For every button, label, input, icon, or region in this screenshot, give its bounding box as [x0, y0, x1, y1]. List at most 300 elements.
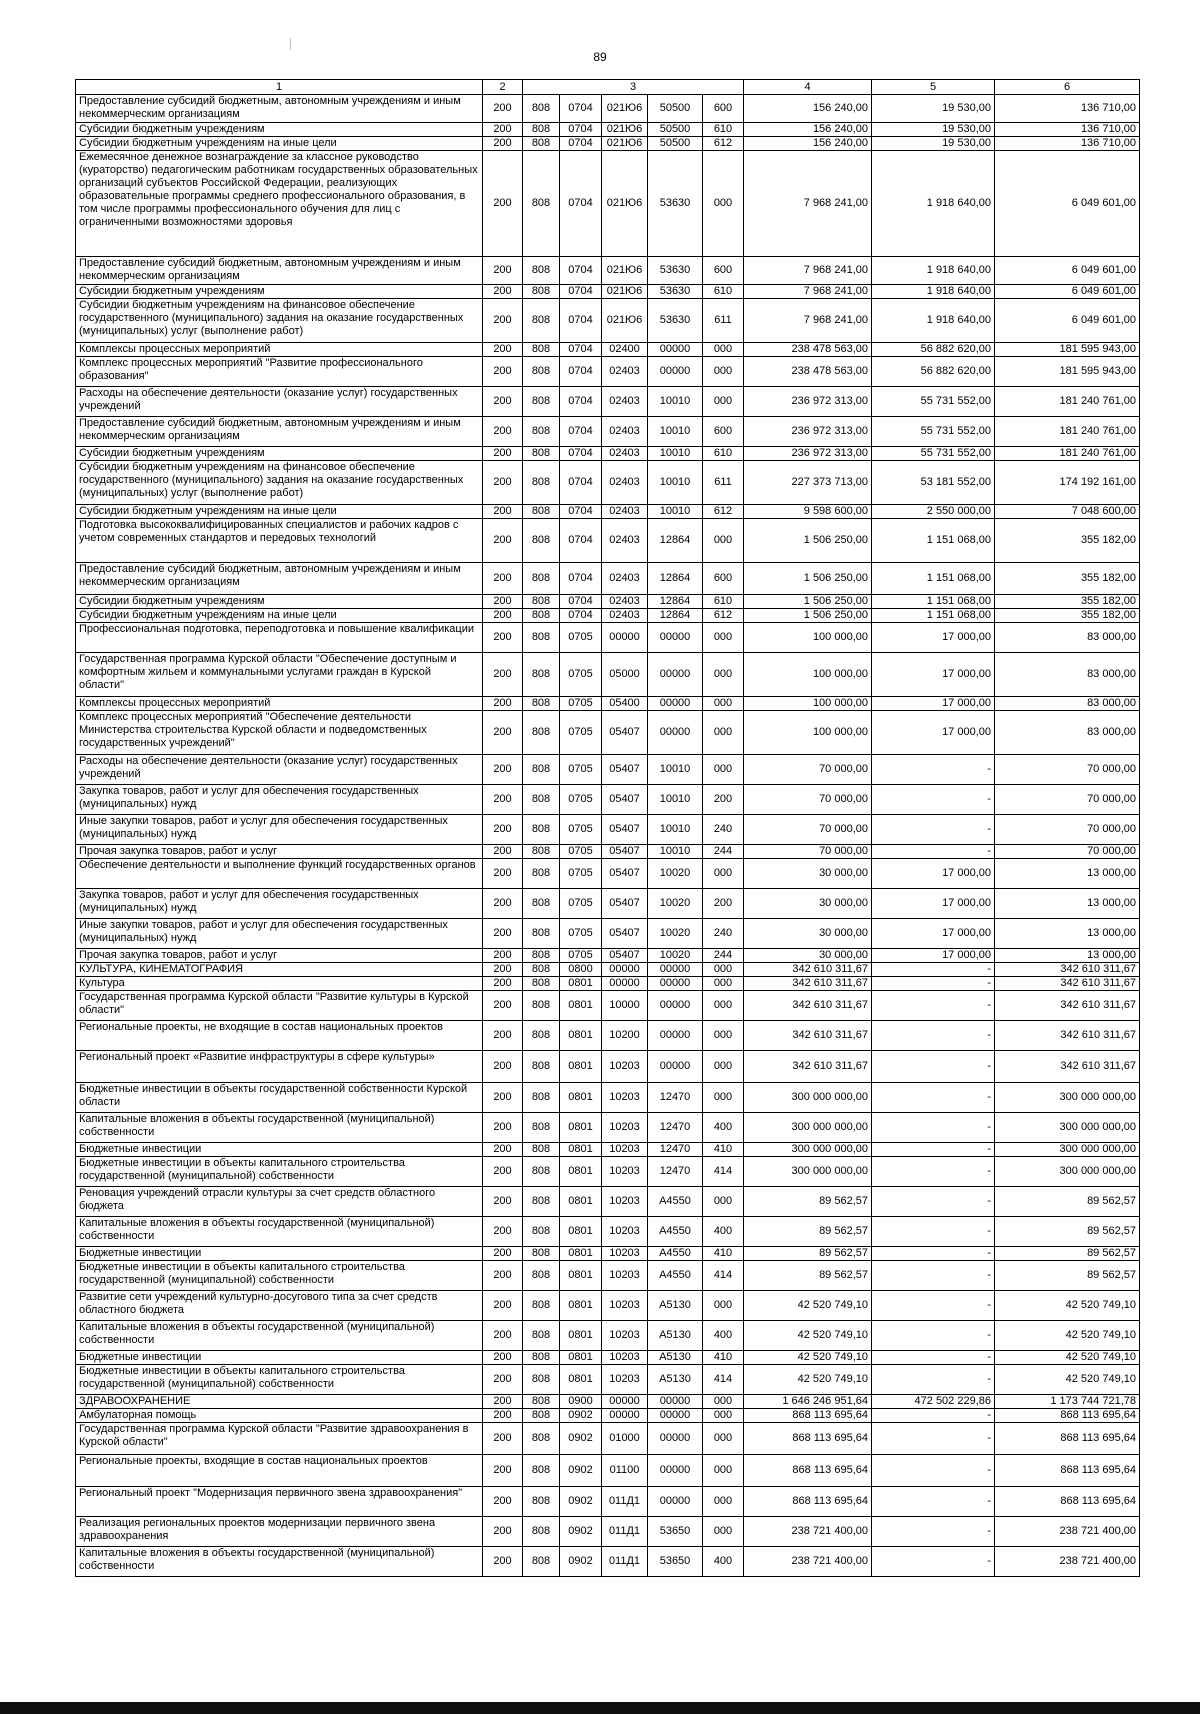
row-program-code: 10200: [602, 1021, 648, 1051]
row-ministry-code: 808: [523, 697, 560, 711]
table-row: [76, 1247, 1140, 1261]
row-name-cell: Культура: [76, 977, 483, 991]
row-ministry-code: 808: [523, 447, 560, 461]
row-name-cell: Субсидии бюджетным учреждениям: [76, 595, 483, 609]
table-row: [76, 357, 1140, 387]
row-section-code: 0704: [560, 519, 602, 563]
row-name-cell: Комплексы процессных мероприятий: [76, 697, 483, 711]
row-direction-code: 10020: [648, 919, 703, 949]
row-ministry-code: 808: [523, 609, 560, 623]
row-program-code: 02403: [602, 609, 648, 623]
row-expense-type-code: 244: [703, 845, 744, 859]
row-direction-code: 10020: [648, 949, 703, 963]
row-program-code: 10203: [602, 1187, 648, 1217]
row-program-code: 02403: [602, 417, 648, 447]
row-ministry-code: 808: [523, 1395, 560, 1409]
row-value-total: 100 000,00: [744, 711, 872, 755]
row-name-cell: Государственная программа Курской области "Развитие здравоохранения в Курской области": [76, 1423, 483, 1455]
row-expense-type-code: 000: [703, 963, 744, 977]
row-value-total: 42 520 749,10: [744, 1321, 872, 1351]
header-col-6: 6: [995, 80, 1140, 95]
row-name-cell: Развитие сети учреждений культурно-досугового типа за счет средств областного бюджета: [76, 1291, 483, 1321]
row-ministry-code: 808: [523, 1143, 560, 1157]
row-program-code: 10203: [602, 1321, 648, 1351]
row-expense-type-code: 610: [703, 123, 744, 137]
row-value-col5: 19 530,00: [872, 137, 995, 151]
row-value-total: 300 000 000,00: [744, 1083, 872, 1113]
row-ministry-code: 808: [523, 299, 560, 343]
row-code-cell: 200: [483, 949, 523, 963]
row-section-code: 0704: [560, 357, 602, 387]
row-code-cell: 200: [483, 711, 523, 755]
row-value-total: 238 478 563,00: [744, 343, 872, 357]
row-value-total: 342 610 311,67: [744, 977, 872, 991]
row-code-cell: 200: [483, 151, 523, 257]
row-name-cell: Реализация региональных проектов модернизации первичного звена здравоохранения: [76, 1517, 483, 1547]
row-name-cell: Иные закупки товаров, работ и услуг для обеспечения государственных (муниципальных) нужд: [76, 815, 483, 845]
row-value-total: 300 000 000,00: [744, 1157, 872, 1187]
table-row: [76, 697, 1140, 711]
row-value-col6: 300 000 000,00: [995, 1143, 1140, 1157]
row-value-col6: 83 000,00: [995, 653, 1140, 697]
row-direction-code: 00000: [648, 991, 703, 1021]
row-ministry-code: 808: [523, 1423, 560, 1455]
row-section-code: 0704: [560, 417, 602, 447]
row-section-code: 0704: [560, 257, 602, 285]
row-value-col6: 181 240 761,00: [995, 417, 1140, 447]
row-value-col6: 42 520 749,10: [995, 1321, 1140, 1351]
row-value-total: 868 113 695,64: [744, 1487, 872, 1517]
row-name-cell: Профессиональная подготовка, переподготовка и повышение квалификации: [76, 623, 483, 653]
row-expense-type-code: 000: [703, 1517, 744, 1547]
header-col-5: 5: [872, 80, 995, 95]
row-program-code: 021Ю6: [602, 299, 648, 343]
row-section-code: 0705: [560, 697, 602, 711]
table-row: [76, 1157, 1140, 1187]
row-name-cell: Капитальные вложения в объекты государственной (муниципальной) собственности: [76, 1113, 483, 1143]
row-program-code: 02403: [602, 447, 648, 461]
row-name-cell: Закупка товаров, работ и услуг для обеспечения государственных (муниципальных) нужд: [76, 889, 483, 919]
row-value-col5: 1 918 640,00: [872, 299, 995, 343]
row-value-col5: -: [872, 1455, 995, 1487]
row-value-total: 7 968 241,00: [744, 257, 872, 285]
row-name-cell: Предоставление субсидий бюджетным, автономным учреждениям и иным некоммерческим организациям: [76, 563, 483, 595]
row-direction-code: 10010: [648, 505, 703, 519]
row-expense-type-code: 611: [703, 461, 744, 505]
row-value-total: 42 520 749,10: [744, 1291, 872, 1321]
table-row: [76, 963, 1140, 977]
row-value-col5: -: [872, 785, 995, 815]
row-ministry-code: 808: [523, 343, 560, 357]
row-ministry-code: 808: [523, 257, 560, 285]
row-name-cell: КУЛЬТУРА, КИНЕМАТОГРАФИЯ: [76, 963, 483, 977]
row-value-col6: 42 520 749,10: [995, 1291, 1140, 1321]
row-section-code: 0801: [560, 1217, 602, 1247]
scan-mark: [290, 38, 291, 50]
row-code-cell: 200: [483, 1291, 523, 1321]
row-value-col6: 83 000,00: [995, 711, 1140, 755]
row-program-code: 02403: [602, 595, 648, 609]
row-section-code: 0705: [560, 919, 602, 949]
row-name-cell: Субсидии бюджетным учреждениям на иные цели: [76, 609, 483, 623]
row-direction-code: 12470: [648, 1083, 703, 1113]
row-direction-code: 00000: [648, 1409, 703, 1423]
row-ministry-code: 808: [523, 387, 560, 417]
row-value-total: 7 968 241,00: [744, 299, 872, 343]
row-value-col6: 70 000,00: [995, 785, 1140, 815]
row-direction-code: 12470: [648, 1157, 703, 1187]
table-row: [76, 1517, 1140, 1547]
row-value-total: 1 506 250,00: [744, 595, 872, 609]
row-ministry-code: 808: [523, 357, 560, 387]
row-expense-type-code: 000: [703, 1409, 744, 1423]
row-code-cell: 200: [483, 447, 523, 461]
row-name-cell: Региональные проекты, входящие в состав национальных проектов: [76, 1455, 483, 1487]
table-row: [76, 257, 1140, 285]
row-code-cell: 200: [483, 137, 523, 151]
row-expense-type-code: 410: [703, 1143, 744, 1157]
table-row: [76, 815, 1140, 845]
row-direction-code: 12470: [648, 1143, 703, 1157]
table-row: [76, 859, 1140, 889]
row-expense-type-code: 200: [703, 889, 744, 919]
row-value-col5: -: [872, 1423, 995, 1455]
row-value-col6: 6 049 601,00: [995, 299, 1140, 343]
table-row: [76, 949, 1140, 963]
row-section-code: 0704: [560, 609, 602, 623]
row-code-cell: 200: [483, 623, 523, 653]
row-value-col6: 89 562,57: [995, 1247, 1140, 1261]
table-row: [76, 1487, 1140, 1517]
row-value-col5: 1 918 640,00: [872, 151, 995, 257]
row-value-col6: 355 182,00: [995, 519, 1140, 563]
row-ministry-code: 808: [523, 919, 560, 949]
row-value-total: 9 598 600,00: [744, 505, 872, 519]
row-code-cell: 200: [483, 1157, 523, 1187]
row-section-code: 0705: [560, 623, 602, 653]
row-value-col6: 342 610 311,67: [995, 991, 1140, 1021]
row-value-col5: -: [872, 1261, 995, 1291]
row-code-cell: 200: [483, 859, 523, 889]
row-direction-code: 12864: [648, 595, 703, 609]
row-value-total: 89 562,57: [744, 1247, 872, 1261]
row-direction-code: 50500: [648, 95, 703, 123]
row-expense-type-code: 400: [703, 1547, 744, 1577]
table-row: [76, 1547, 1140, 1577]
row-name-cell: Иные закупки товаров, работ и услуг для обеспечения государственных (муниципальных) нужд: [76, 919, 483, 949]
row-value-col6: 70 000,00: [995, 845, 1140, 859]
row-program-code: 01100: [602, 1455, 648, 1487]
row-value-total: 30 000,00: [744, 889, 872, 919]
row-value-col6: 355 182,00: [995, 609, 1140, 623]
row-expense-type-code: 000: [703, 1395, 744, 1409]
row-code-cell: 200: [483, 387, 523, 417]
row-value-col6: 83 000,00: [995, 623, 1140, 653]
row-value-col6: 868 113 695,64: [995, 1487, 1140, 1517]
row-code-cell: 200: [483, 889, 523, 919]
row-section-code: 0704: [560, 505, 602, 519]
row-ministry-code: 808: [523, 1157, 560, 1187]
row-direction-code: 53630: [648, 299, 703, 343]
row-direction-code: 12864: [648, 519, 703, 563]
row-code-cell: 200: [483, 1217, 523, 1247]
row-ministry-code: 808: [523, 123, 560, 137]
row-value-col6: 342 610 311,67: [995, 1021, 1140, 1051]
row-value-col5: -: [872, 1291, 995, 1321]
row-code-cell: 200: [483, 95, 523, 123]
row-program-code: 10203: [602, 1351, 648, 1365]
row-code-cell: 200: [483, 845, 523, 859]
row-ministry-code: 808: [523, 1487, 560, 1517]
row-direction-code: 53630: [648, 257, 703, 285]
row-program-code: 10203: [602, 1157, 648, 1187]
header-col-2: 2: [483, 80, 523, 95]
row-name-cell: Субсидии бюджетным учреждениям: [76, 285, 483, 299]
row-ministry-code: 808: [523, 889, 560, 919]
row-ministry-code: 808: [523, 815, 560, 845]
row-section-code: 0705: [560, 859, 602, 889]
table-row: [76, 623, 1140, 653]
row-program-code: 021Ю6: [602, 257, 648, 285]
row-program-code: 05407: [602, 889, 648, 919]
row-section-code: 0801: [560, 991, 602, 1021]
row-value-total: 100 000,00: [744, 653, 872, 697]
row-program-code: 01000: [602, 1423, 648, 1455]
row-expense-type-code: 600: [703, 95, 744, 123]
row-code-cell: 200: [483, 697, 523, 711]
page-number: 89: [593, 50, 607, 64]
row-name-cell: Расходы на обеспечение деятельности (оказание услуг) государственных учреждений: [76, 387, 483, 417]
row-expense-type-code: 000: [703, 697, 744, 711]
table-row: [76, 1143, 1140, 1157]
row-expense-type-code: 414: [703, 1365, 744, 1395]
row-section-code: 0705: [560, 755, 602, 785]
row-direction-code: 00000: [648, 711, 703, 755]
header-col-1: 1: [76, 80, 483, 95]
row-name-cell: Капитальные вложения в объекты государственной (муниципальной) собственности: [76, 1321, 483, 1351]
row-ministry-code: 808: [523, 991, 560, 1021]
row-program-code: 05407: [602, 755, 648, 785]
row-code-cell: 200: [483, 1143, 523, 1157]
row-value-col6: 174 192 161,00: [995, 461, 1140, 505]
table-row: [76, 95, 1140, 123]
row-value-col5: -: [872, 991, 995, 1021]
row-value-col5: -: [872, 1351, 995, 1365]
row-code-cell: 200: [483, 1517, 523, 1547]
row-direction-code: A5130: [648, 1321, 703, 1351]
row-expense-type-code: 400: [703, 1321, 744, 1351]
row-ministry-code: 808: [523, 963, 560, 977]
table-row: [76, 755, 1140, 785]
row-name-cell: Комплекс процессных мероприятий "Обеспечение деятельности Министерства строительства Курской области и подведомственных государственных учреждений": [76, 711, 483, 755]
row-value-col5: -: [872, 1187, 995, 1217]
row-name-cell: Субсидии бюджетным учреждениям: [76, 123, 483, 137]
row-section-code: 0801: [560, 1321, 602, 1351]
row-code-cell: 200: [483, 1395, 523, 1409]
row-expense-type-code: 400: [703, 1217, 744, 1247]
table-row: [76, 845, 1140, 859]
row-ministry-code: 808: [523, 1051, 560, 1083]
row-direction-code: 12864: [648, 609, 703, 623]
row-section-code: 0801: [560, 1157, 602, 1187]
row-section-code: 0801: [560, 1291, 602, 1321]
row-direction-code: 00000: [648, 1455, 703, 1487]
table-row: [76, 417, 1140, 447]
row-ministry-code: 808: [523, 137, 560, 151]
row-ministry-code: 808: [523, 563, 560, 595]
row-section-code: 0705: [560, 711, 602, 755]
table-body: [76, 95, 1140, 1577]
row-expense-type-code: 000: [703, 711, 744, 755]
row-code-cell: 200: [483, 919, 523, 949]
row-value-col5: -: [872, 1321, 995, 1351]
row-value-col5: 19 530,00: [872, 95, 995, 123]
header-col-4: 4: [744, 80, 872, 95]
table-row: [76, 1261, 1140, 1291]
row-ministry-code: 808: [523, 417, 560, 447]
row-expense-type-code: 600: [703, 417, 744, 447]
table-row: [76, 519, 1140, 563]
row-code-cell: 200: [483, 1247, 523, 1261]
row-expense-type-code: 000: [703, 1455, 744, 1487]
table-row: [76, 1351, 1140, 1365]
row-program-code: 10203: [602, 1247, 648, 1261]
row-expense-type-code: 000: [703, 1051, 744, 1083]
row-section-code: 0704: [560, 151, 602, 257]
table-row: [76, 461, 1140, 505]
row-value-col5: -: [872, 1083, 995, 1113]
row-direction-code: 00000: [648, 697, 703, 711]
row-expense-type-code: 000: [703, 357, 744, 387]
row-value-col5: 17 000,00: [872, 919, 995, 949]
row-ministry-code: 808: [523, 977, 560, 991]
row-code-cell: 200: [483, 991, 523, 1021]
row-code-cell: 200: [483, 815, 523, 845]
budget-table-container: [75, 79, 1139, 1577]
row-section-code: 0705: [560, 815, 602, 845]
row-code-cell: 200: [483, 1021, 523, 1051]
row-section-code: 0902: [560, 1547, 602, 1577]
row-value-col5: 472 502 229,86: [872, 1395, 995, 1409]
row-value-col5: -: [872, 1051, 995, 1083]
row-code-cell: 200: [483, 1083, 523, 1113]
row-expense-type-code: 244: [703, 949, 744, 963]
row-value-total: 227 373 713,00: [744, 461, 872, 505]
table-row: [76, 1291, 1140, 1321]
row-value-col5: 17 000,00: [872, 623, 995, 653]
row-ministry-code: 808: [523, 461, 560, 505]
row-expense-type-code: 611: [703, 299, 744, 343]
row-name-cell: Капитальные вложения в объекты государственной (муниципальной) собственности: [76, 1217, 483, 1247]
row-direction-code: 00000: [648, 357, 703, 387]
row-ministry-code: 808: [523, 519, 560, 563]
row-value-total: 1 506 250,00: [744, 609, 872, 623]
row-value-total: 30 000,00: [744, 949, 872, 963]
row-value-col5: 55 731 552,00: [872, 387, 995, 417]
row-name-cell: Бюджетные инвестиции в объекты капитального строительства государственной (муниципальной) собственности: [76, 1157, 483, 1187]
row-direction-code: 10010: [648, 755, 703, 785]
row-program-code: 02403: [602, 461, 648, 505]
row-code-cell: 200: [483, 609, 523, 623]
table-row: [76, 1217, 1140, 1247]
row-expense-type-code: 000: [703, 977, 744, 991]
row-value-col6: 136 710,00: [995, 95, 1140, 123]
row-expense-type-code: 000: [703, 1291, 744, 1321]
row-ministry-code: 808: [523, 1021, 560, 1051]
row-expense-type-code: 000: [703, 387, 744, 417]
row-program-code: 05407: [602, 845, 648, 859]
row-value-col6: 342 610 311,67: [995, 977, 1140, 991]
row-direction-code: 10020: [648, 859, 703, 889]
row-name-cell: ЗДРАВООХРАНЕНИЕ: [76, 1395, 483, 1409]
row-name-cell: Бюджетные инвестиции: [76, 1351, 483, 1365]
row-expense-type-code: 000: [703, 519, 744, 563]
row-program-code: 10203: [602, 1291, 648, 1321]
row-direction-code: 00000: [648, 1423, 703, 1455]
table-row: [76, 1187, 1140, 1217]
row-ministry-code: 808: [523, 949, 560, 963]
table-row: [76, 1021, 1140, 1051]
row-ministry-code: 808: [523, 1351, 560, 1365]
row-section-code: 0705: [560, 949, 602, 963]
row-value-col5: 17 000,00: [872, 889, 995, 919]
row-section-code: 0900: [560, 1395, 602, 1409]
row-value-col6: 89 562,57: [995, 1261, 1140, 1291]
row-value-col6: 342 610 311,67: [995, 963, 1140, 977]
row-name-cell: Предоставление субсидий бюджетным, автономным учреждениям и иным некоммерческим организациям: [76, 95, 483, 123]
table-row: [76, 1321, 1140, 1351]
row-program-code: 05407: [602, 859, 648, 889]
row-code-cell: 200: [483, 1409, 523, 1423]
row-expense-type-code: 610: [703, 595, 744, 609]
row-code-cell: 200: [483, 595, 523, 609]
row-code-cell: 200: [483, 123, 523, 137]
row-expense-type-code: 610: [703, 447, 744, 461]
row-direction-code: A5130: [648, 1365, 703, 1395]
row-value-col5: -: [872, 815, 995, 845]
row-program-code: 10203: [602, 1113, 648, 1143]
row-name-cell: Ежемесячное денежное вознаграждение за классное руководство (кураторство) педагогическим работникам государственных образовательных организаций субъектов Российской Федерации, реализующих образовательные программы среднего профессионального образования, в том числе программы профессионального обучения для лиц с ограниченными возможностями здоровья: [76, 151, 483, 257]
row-direction-code: A4550: [648, 1187, 703, 1217]
row-name-cell: Субсидии бюджетным учреждениям на иные цели: [76, 137, 483, 151]
row-program-code: 00000: [602, 977, 648, 991]
row-expense-type-code: 414: [703, 1261, 744, 1291]
row-expense-type-code: 600: [703, 563, 744, 595]
row-section-code: 0704: [560, 595, 602, 609]
row-value-total: 42 520 749,10: [744, 1351, 872, 1365]
row-value-total: 89 562,57: [744, 1217, 872, 1247]
row-code-cell: 200: [483, 963, 523, 977]
row-value-col6: 238 721 400,00: [995, 1547, 1140, 1577]
row-ministry-code: 808: [523, 95, 560, 123]
row-section-code: 0902: [560, 1517, 602, 1547]
row-program-code: 10203: [602, 1261, 648, 1291]
row-section-code: 0801: [560, 1143, 602, 1157]
row-expense-type-code: 000: [703, 1021, 744, 1051]
row-value-col5: 56 882 620,00: [872, 357, 995, 387]
row-ministry-code: 808: [523, 755, 560, 785]
row-direction-code: 10010: [648, 417, 703, 447]
row-ministry-code: 808: [523, 1217, 560, 1247]
row-program-code: 05407: [602, 949, 648, 963]
row-expense-type-code: 000: [703, 1187, 744, 1217]
row-section-code: 0704: [560, 299, 602, 343]
row-ministry-code: 808: [523, 1247, 560, 1261]
row-value-col5: -: [872, 1157, 995, 1187]
row-direction-code: 53650: [648, 1547, 703, 1577]
row-direction-code: 10010: [648, 387, 703, 417]
row-value-col5: -: [872, 1143, 995, 1157]
